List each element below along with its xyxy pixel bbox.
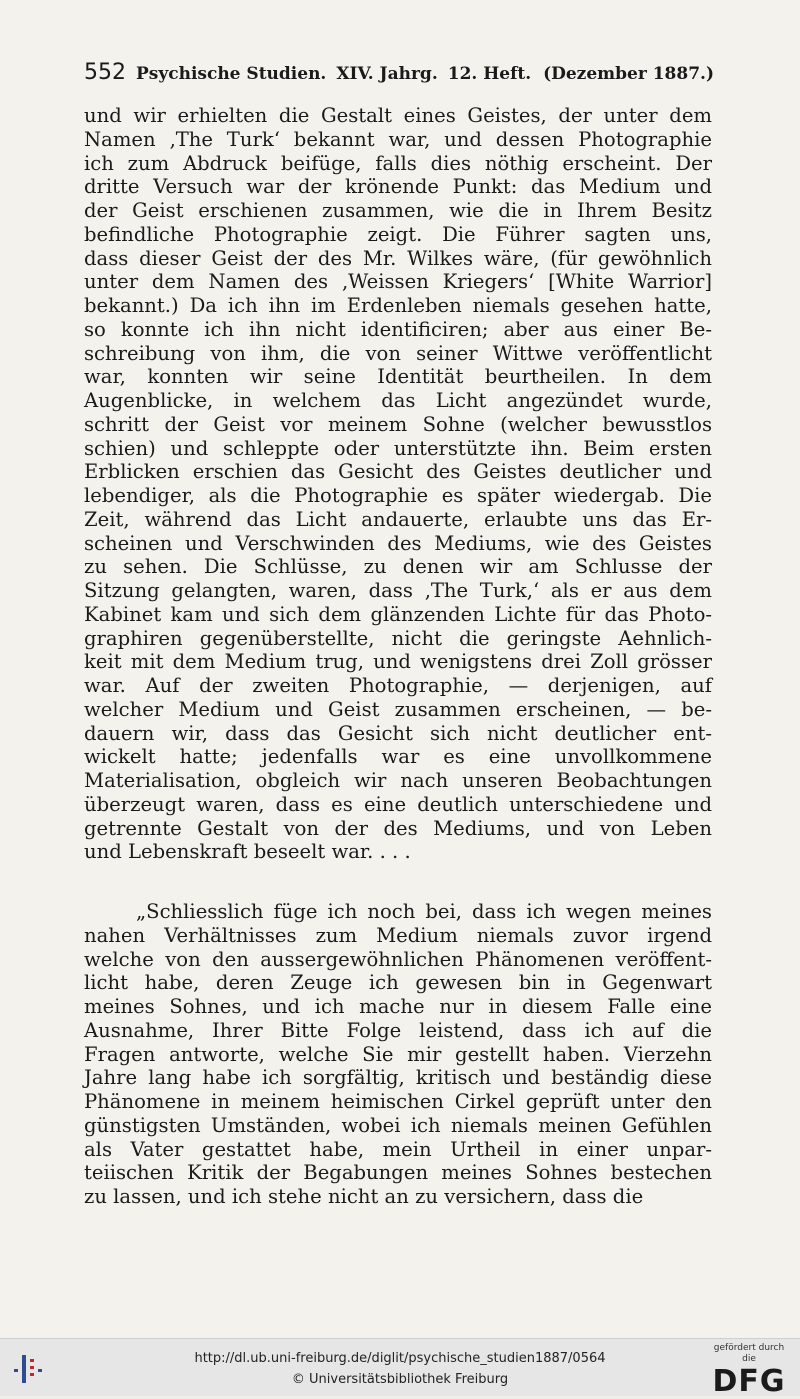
- text-line: Augenblicke, in welchem das Licht angezündet wurde,: [84, 389, 712, 412]
- text-line: so konnte ich ihn nicht identificiren; aber aus einer Be-: [84, 317, 712, 341]
- viewer-footer: [0, 1338, 800, 1399]
- text-line: Jahre lang habe ich sorgfältig, kritisch und beständig diese: [84, 1066, 712, 1090]
- text-line: überzeugt waren, dass es eine deutlich unterschiedene und: [84, 792, 712, 816]
- permalink[interactable]: http://dl.ub.uni-freiburg.de/diglit/psychische_studien1887/0564: [194, 1351, 606, 1366]
- text-line: welcher Medium und Geist zusammen erscheinen, — be-: [84, 697, 712, 721]
- text-line: keit mit dem Medium trug, und wenigstens drei Zoll grösser: [84, 650, 712, 674]
- text-line: Sitzung gelangten, waren, dass ‚The Turk,‘ als er aus dem: [84, 579, 712, 602]
- text-line: der Geist erschienen zusammen, wie die in Ihrem Besitz: [84, 199, 712, 222]
- text-line: befindliche Photographie zeigt. Die Führer sagten uns,: [84, 222, 712, 246]
- text-line: Erblicken erschien das Gesicht des Geistes deutlicher und: [84, 460, 712, 484]
- text-line: nahen Verhältnisses zum Medium niemals zuvor irgend: [84, 923, 712, 947]
- text-line: graphiren gegenüberstellte, nicht die geringste Aehnlich-: [84, 626, 712, 650]
- text-line: lebendiger, als die Photographie es später wiedergab. Die: [84, 484, 712, 507]
- text-line: Ausnahme, Ihrer Bitte Folge leistend, dass ich auf die: [84, 1018, 712, 1042]
- text-line: „Schliesslich füge ich noch bei, dass ich wegen meines: [136, 900, 712, 923]
- text-line: war, konnten wir seine Identität beurtheilen. In dem: [84, 365, 712, 389]
- text-line: günstigsten Umständen, wobei ich niemals meinen Gefühlen: [84, 1113, 712, 1137]
- dfg-badge[interactable]: [706, 1343, 792, 1399]
- text-line: Namen ‚The Turk‘ bekannt war, und dessen Photographie: [84, 127, 712, 151]
- text-line: Zeit, während das Licht andauerte, erlaubte uns das Er-: [84, 507, 712, 531]
- text-line: schritt der Geist vor meinem Sohne (welcher bewusstlos: [84, 412, 712, 436]
- text-line: welche von den aussergewöhnlichen Phänomenen veröffent-: [84, 947, 712, 971]
- copyright-notice: © Universitätsbibliothek Freiburg: [291, 1372, 509, 1387]
- text-line: als Vater gestattet habe, mein Urtheil in einer unpar-: [84, 1137, 712, 1161]
- text-line: getrennte Gestalt von der des Mediums, und von Leben: [84, 816, 712, 840]
- text-line: Materialisation, obgleich wir nach unseren Beobachtungen: [84, 769, 712, 792]
- text-line: und wir erhielten die Gestalt eines Geistes, der unter dem: [84, 104, 712, 127]
- text-line: licht habe, deren Zeuge ich gewesen bin in Gegenwart: [84, 971, 712, 995]
- text-line: scheinen und Verschwinden des Mediums, wie des Geistes: [84, 531, 712, 555]
- text-line: wickelt hatte; jedenfalls war es eine unvollkommene: [84, 745, 712, 769]
- volume: XIV. Jahrg.: [336, 64, 438, 84]
- journal-title: Psychische Studien.: [136, 64, 327, 84]
- text-line: schien) und schleppte oder unterstützte ihn. Beim ersten: [84, 436, 712, 460]
- text-line: meines Sohnes, und ich mache nur in diesem Falle eine: [84, 995, 712, 1018]
- text-line: dass dieser Geist der des Mr. Wilkes wäre, (für gewöhnlich: [84, 246, 712, 270]
- text-line: schreibung von ihm, die von seiner Wittwe veröffentlicht: [84, 341, 712, 365]
- text-line: war. Auf der zweiten Photographie, — derjenigen, auf: [84, 674, 712, 697]
- text-line: ich zum Abdruck beifüge, falls dies nöthig erscheint. Der: [84, 151, 712, 175]
- issue-date: (Dezember 1887.): [543, 64, 714, 84]
- text-line: Fragen antworte, welche Sie mir gestellt haben. Vierzehn: [84, 1042, 712, 1066]
- text-line: dritte Versuch war der krönende Punkt: das Medium und: [84, 175, 712, 199]
- text-line: Phänomene in meinem heimischen Cirkel geprüft unter den: [84, 1090, 712, 1113]
- text-line: teiischen Kritik der Begabungen meines Sohnes bestechen: [84, 1161, 712, 1185]
- text-line: bekannt.) Da ich ihn im Erdenleben niemals gesehen hatte,: [84, 294, 712, 317]
- running-header: [84, 60, 714, 85]
- issue: 12. Heft.: [447, 64, 532, 84]
- text-line: unter dem Namen des ‚Weissen Kriegers‘ [White Warrior]: [84, 270, 712, 294]
- dfg-logo: DFG: [712, 1364, 786, 1399]
- text-line: dauern wir, dass das Gesicht sich nicht deutlicher ent-: [84, 721, 712, 745]
- text-line: und Lebenskraft beseelt war. . . .: [84, 840, 411, 864]
- text-line: zu sehen. Die Schlüsse, zu denen wir am Schlusse der: [84, 555, 712, 579]
- text-line: Kabinet kam und sich dem glänzenden Lichte für das Photo-: [84, 602, 712, 626]
- page-number: 552: [84, 60, 126, 85]
- body-text: [84, 104, 712, 1209]
- funder-note: gefördert durch die: [713, 1343, 785, 1364]
- text-line: zu lassen, und ich stehe nicht an zu versichern, dass die: [84, 1185, 644, 1208]
